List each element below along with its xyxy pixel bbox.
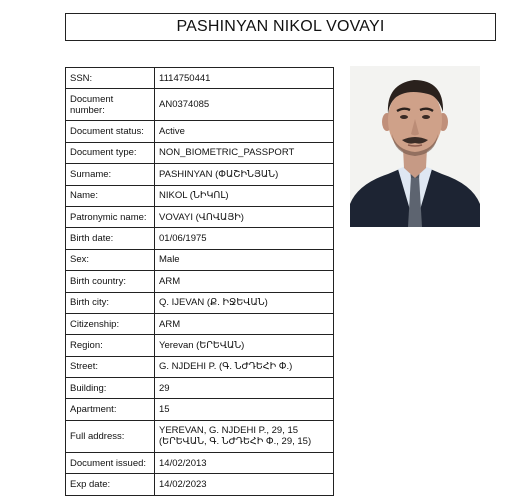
table-row-document-issued	[66, 452, 334, 473]
row-value: VOVAYI (ՎՈՎԱՅԻ)	[155, 206, 334, 227]
row-value: 01/06/1975	[155, 228, 334, 249]
document-title: PASHINYAN NIKOL VOVAYI	[65, 13, 496, 41]
table-row-patronymic-name	[66, 206, 334, 227]
row-label: Sex:	[66, 249, 155, 270]
row-value: ARM	[155, 271, 334, 292]
table-row-birth-city	[66, 292, 334, 313]
table-row-ssn	[66, 68, 334, 89]
row-value: YEREVAN, G. NJDEHI P., 29, 15 (ԵՐԵՎԱՆ, Գ. ՆԺԴԵՀԻ Փ., 29, 15)	[155, 420, 334, 452]
row-value: 14/02/2013	[155, 452, 334, 473]
row-label: Birth date:	[66, 228, 155, 249]
row-label: Birth city:	[66, 292, 155, 313]
table-row-citizenship	[66, 313, 334, 334]
row-value: Q. IJEVAN (Ք. ԻՋԵՎԱՆ)	[155, 292, 334, 313]
row-value: 15	[155, 399, 334, 420]
row-label: Exp date:	[66, 474, 155, 495]
row-value: PASHINYAN (ՓԱՇԻՆՅԱՆ)	[155, 164, 334, 185]
row-label: SSN:	[66, 68, 155, 89]
table-row-full-address	[66, 420, 334, 452]
row-label: Citizenship:	[66, 313, 155, 334]
table-row-building	[66, 378, 334, 399]
row-label: Full address:	[66, 420, 155, 452]
row-value: NON_BIOMETRIC_PASSPORT	[155, 142, 334, 163]
passport-info-table	[65, 67, 334, 496]
row-label: Building:	[66, 378, 155, 399]
row-value: Active	[155, 121, 334, 142]
row-label: Birth country:	[66, 271, 155, 292]
row-value: 14/02/2023	[155, 474, 334, 495]
table-row-sex	[66, 249, 334, 270]
table-row-document-type	[66, 142, 334, 163]
table-row-region	[66, 335, 334, 356]
row-label: Apartment:	[66, 399, 155, 420]
table-row-street	[66, 356, 334, 377]
row-value: Yerevan (ԵՐԵՎԱՆ)	[155, 335, 334, 356]
row-value: AN0374085	[155, 89, 334, 121]
row-label: Document number:	[66, 89, 155, 121]
row-label: Name:	[66, 185, 155, 206]
person-portrait-photo	[350, 66, 480, 227]
row-label: Document issued:	[66, 452, 155, 473]
row-value: NIKOL (ՆԻԿՈԼ)	[155, 185, 334, 206]
row-label: Document type:	[66, 142, 155, 163]
table-row-birth-date	[66, 228, 334, 249]
row-label: Region:	[66, 335, 155, 356]
row-label: Surname:	[66, 164, 155, 185]
row-value: 1114750441	[155, 68, 334, 89]
row-label: Street:	[66, 356, 155, 377]
row-label: Document status:	[66, 121, 155, 142]
row-label: Patronymic name:	[66, 206, 155, 227]
row-value: Male	[155, 249, 334, 270]
table-row-document-status	[66, 121, 334, 142]
table-row-document-number	[66, 89, 334, 121]
row-value: G. NJDEHI P. (Գ. ՆԺԴԵՀԻ Փ.)	[155, 356, 334, 377]
row-value: 29	[155, 378, 334, 399]
row-value: ARM	[155, 313, 334, 334]
table-row-surname	[66, 164, 334, 185]
table-row-name	[66, 185, 334, 206]
table-row-birth-country	[66, 271, 334, 292]
table-row-apartment	[66, 399, 334, 420]
table-row-exp-date	[66, 474, 334, 495]
